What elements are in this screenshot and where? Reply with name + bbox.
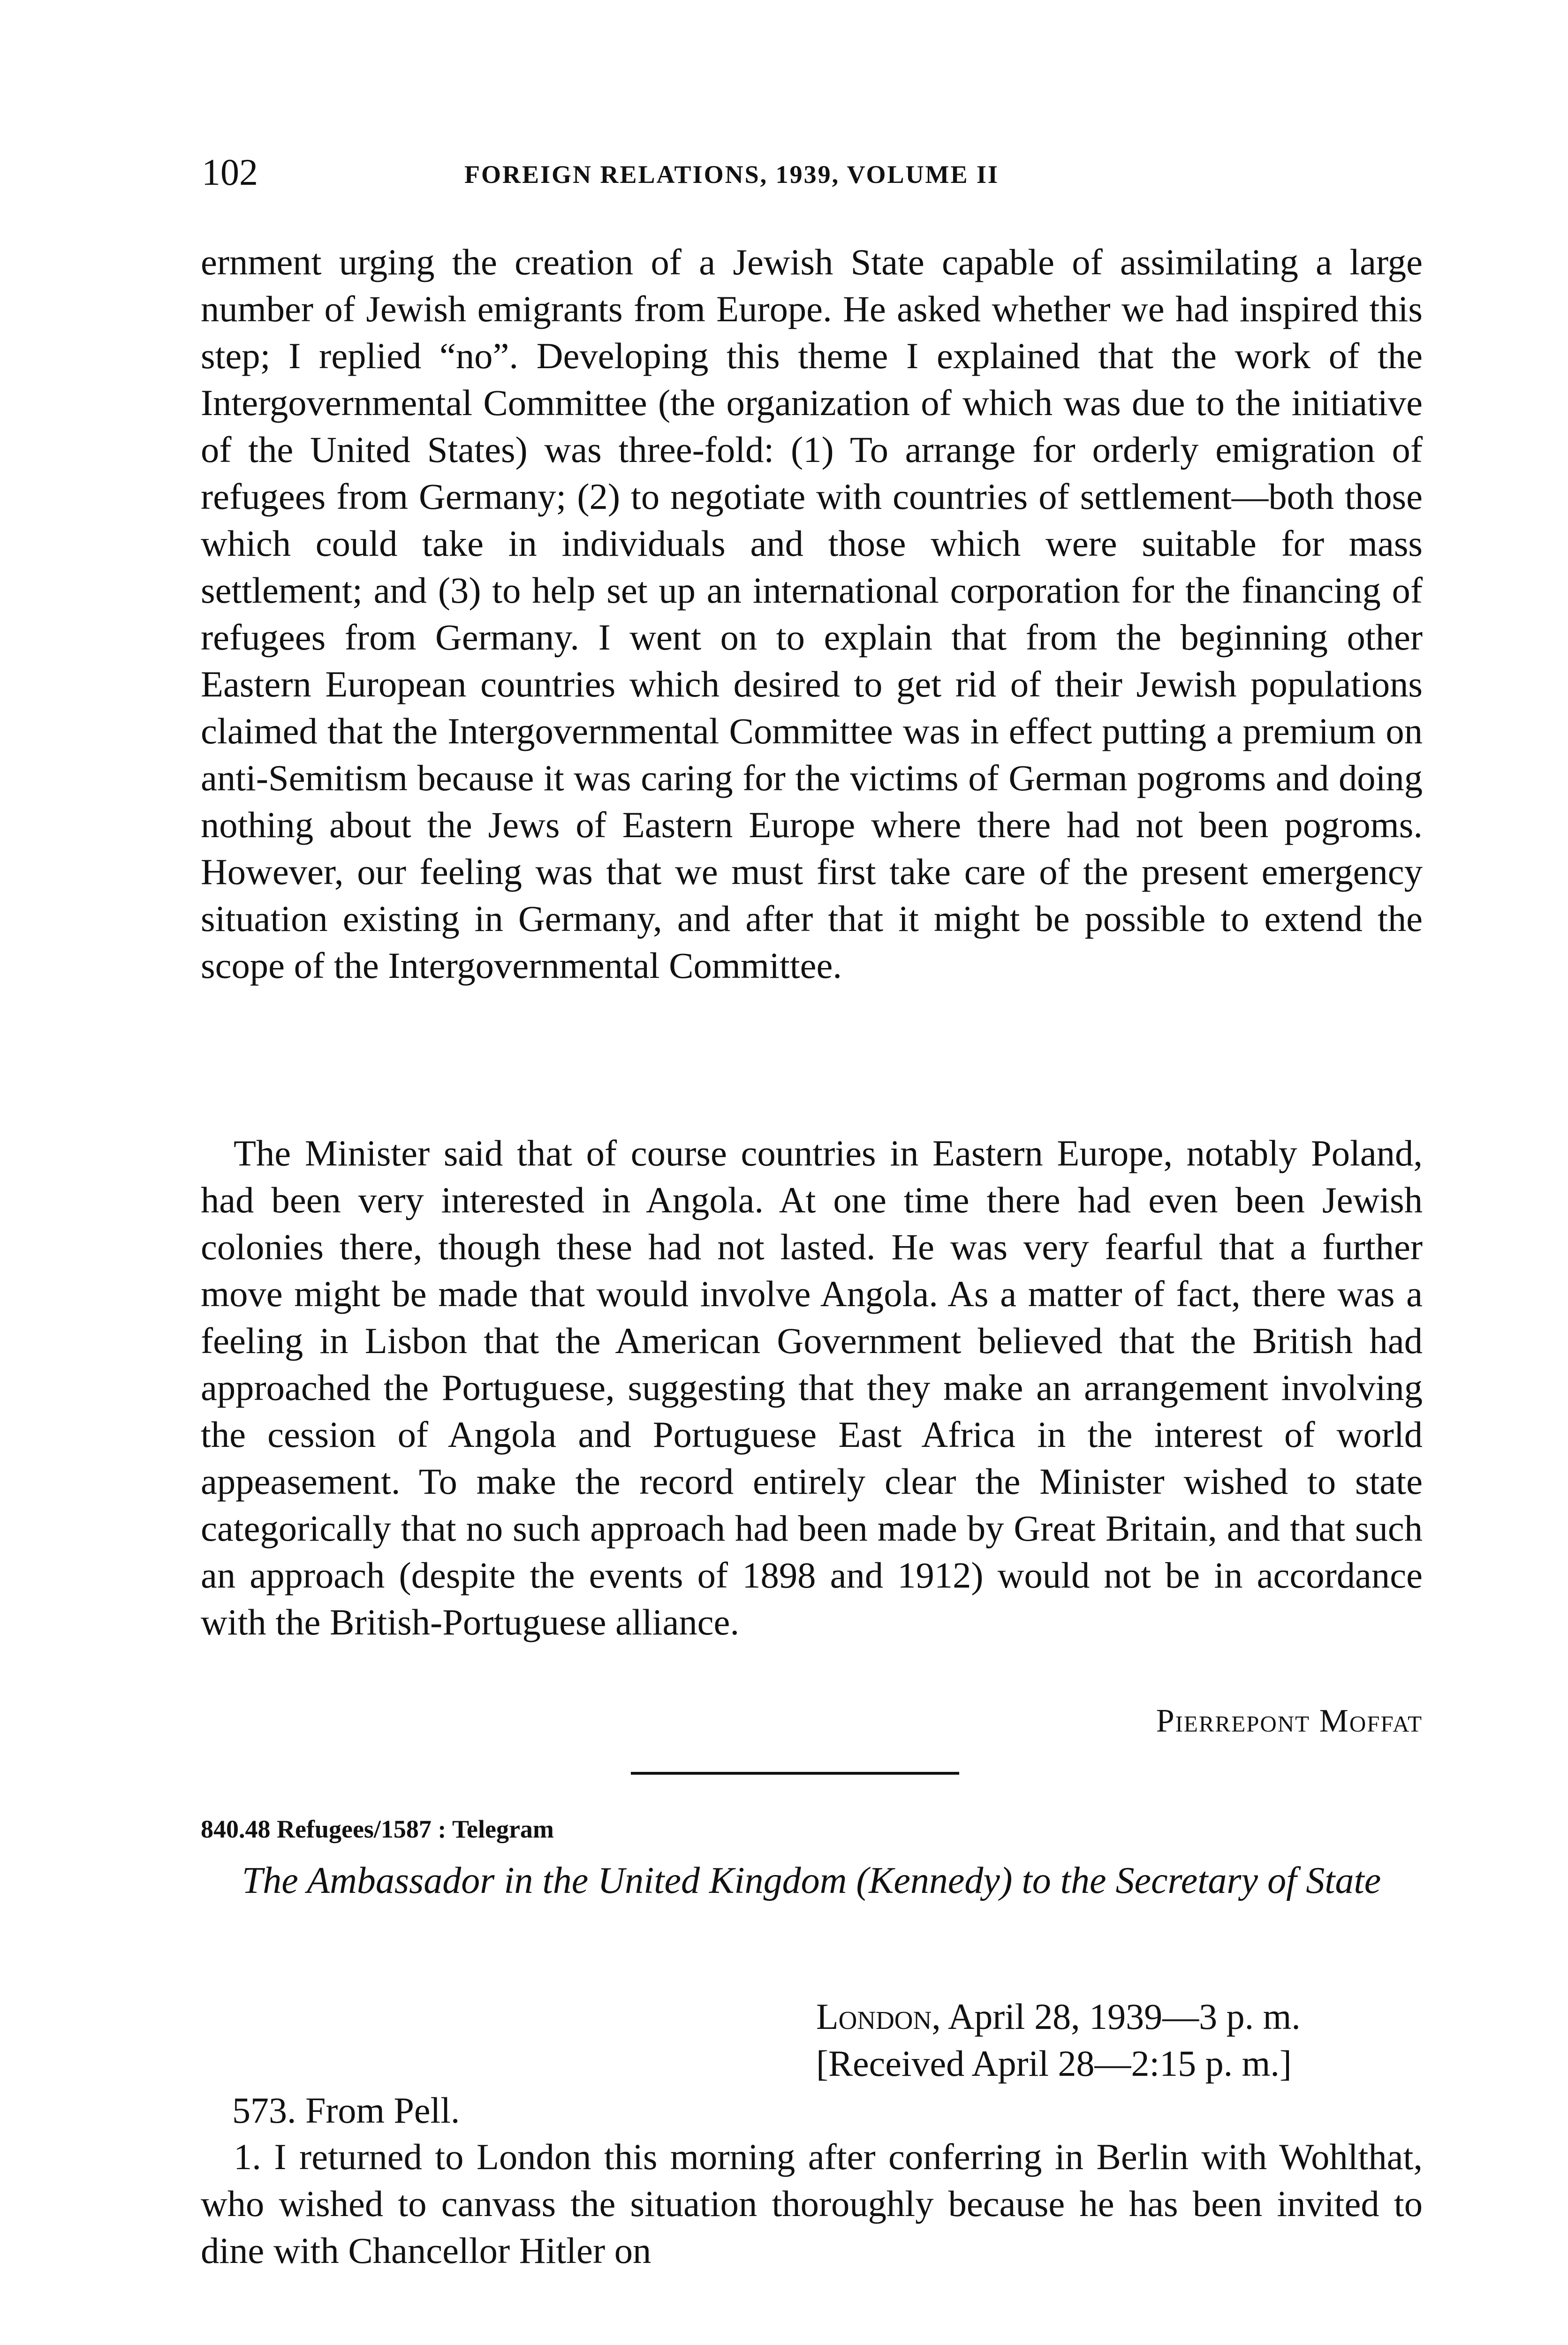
message-number: 573. From Pell. [232,2090,460,2131]
body-paragraph-2: The Minister said that of course countries in Eastern Europe, notably Poland, had been very interested in Angola. At one time there had even been Jewish colonies there, though these had not lasted. He was very fearful that a further move might be made that would involve Angola. As a matter of fact, there was a feeling in Lisbon that the American Government believed that the British had approached the Portuguese, suggesting that they make an arrangement involving the cession of Angola and Portuguese East Africa in the interest of world appeasement. To make the record entirely clear the Minister wished to state categorically that no such approach had been made by Great Britain, and that such an approach (despite the events of 1898 and 1912) would not be in accordance with the British-Portuguese alliance. [201,1133,1423,1643]
page-number: 102 [202,152,258,193]
signature: Pierrepont Moffat [1156,1703,1423,1739]
received-note: [Received April 28—2:15 p. m.] [816,2043,1292,2084]
page-header [202,149,1424,201]
dateline-city: London [816,1996,932,2037]
body-paragraph-1: ernment urging the creation of a Jewish State capable of assimilating a large number of Jewish emigrants from Europe. He asked whether we had inspired this step; I replied “no”. Developing this theme I explained that the work of the Intergovernmental Committee (the organization of which was due to the initiative of the United States) was three-fold: (1) To arrange for orderly emigration of refugees from Germany; (2) to negotiate with countries of settlement—both those which could take in individuals and those which were suitable for mass settlement; and (3) to help set up an international corporation for the financing of refugees from Germany. I went on to explain that from the beginning other Eastern European countries which desired to get rid of their Jewish populations claimed that the Intergovernmental Committee was in effect putting a premium on anti-Semitism because it was caring for the victims of German pogroms and doing nothing about the Jews of Eastern Europe where there had not been pogroms. However, our feeling was that we must first take care of the present emergency situation existing in Germany, and after that it might be possible to extend the scope of the Intergovernmental Committee. [201,242,1423,986]
dateline-date: , April 28, 1939—3 p. m. [932,1996,1301,2037]
document-title: The Ambassador in the United Kingdom (Kennedy) to the Secretary of State [242,1860,1381,1901]
dateline [816,1993,1426,2040]
telegram-paragraph-1: 1. I returned to London this morning after conferring in Berlin with Wohlthat, who wished to canvass the situation thoroughly because he has been invited to dine with Chancellor Hitler on [201,2137,1423,2271]
running-head: FOREIGN RELATIONS, 1939, VOLUME II [464,160,1000,189]
section-divider [631,1772,959,1775]
file-reference: 840.48 Refugees/1587 : Telegram [201,1815,554,1843]
